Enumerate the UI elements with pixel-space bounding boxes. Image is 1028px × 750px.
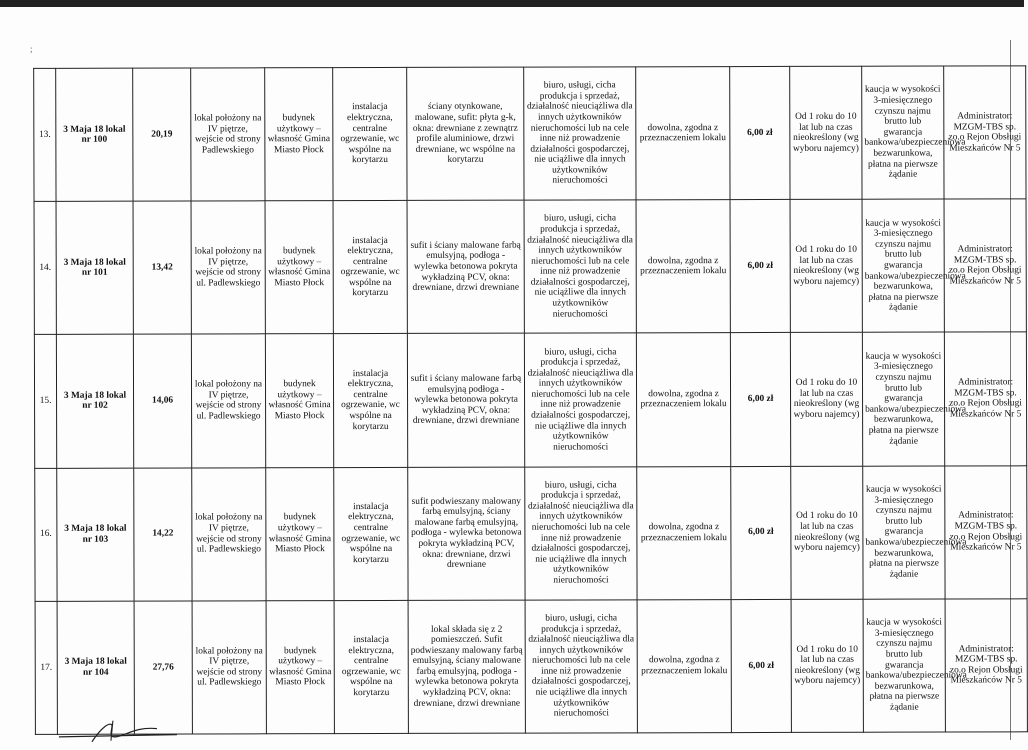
location-cell: lokal położony na IV piętrze, wejście od strony ul. Padlewskiego (191, 334, 265, 467)
term-cell: Od 1 roku do 10 lat lub na czas nieokreślony (wg wyboru najemcy) (790, 66, 862, 199)
administrator-cell: Administrator: MZGM-TBS sp. zo.o Rejon Obsługi Mieszkańców Nr 5 (944, 332, 1026, 465)
row-number: 17. (35, 601, 57, 734)
administrator-cell: Administrator: MZGM-TBS sp. zo.o Rejon Obsługi Mieszkańców Nr 5 (944, 66, 1026, 199)
agreement-cell: dowolna, zgodna z przeznaczeniem lokalu (636, 200, 730, 333)
utilities-cell: instalacja elektryczna, centralne ogrzewanie, wc wspólne na korytarzu (333, 67, 407, 200)
purpose-cell: biuro, usługi, cicha produkcja i sprzedaż, działalność nieuciążliwa dla innych użytkowników nieruchomości lub na cele inne niż prowadzenie działalności gospodarczej, nie uciążliwe dla innych użytkowników nieruchomości (525, 600, 637, 734)
purpose-cell: biuro, usługi, cicha produkcja i sprzedaż, działalność nieuciążliwa dla innych użytkowników nieruchomości lub na cele inne niż prowadzenie działalności gospodarczej, nie uciążliwe dla innych użytkowników nieruchomości (524, 333, 636, 466)
agreement-cell: dowolna, zgodna z przeznaczeniem lokalu (636, 67, 730, 200)
rate-cell: 6,00 zł (730, 66, 790, 199)
term-cell: Od 1 roku do 10 lat lub na czas nieokreślony (wg wyboru najemcy) (791, 466, 863, 599)
rate-cell: 6,00 zł (731, 599, 791, 732)
row-number: 13. (34, 68, 56, 201)
agreement-cell: dowolna, zgodna z przeznaczeniem lokalu (637, 466, 731, 599)
rate-cell: 6,00 zł (731, 466, 791, 599)
building-cell: budynek użytkowy – własność Gmina Miasto Płock (265, 68, 333, 201)
table-body (34, 66, 1028, 735)
rate-cell: 6,00 zł (730, 333, 790, 466)
location-cell: lokal położony na IV piętrze, wejście od strony ul. Padlewskiego (192, 601, 266, 734)
purpose-cell: biuro, usługi, cicha produkcja i sprzedaż, działalność nieuciążliwa dla innych użytkowników nieruchomości lub na cele inne niż prowadzenie działalności gospodarczej, nie uciążliwe dla innych użytkowników nieruchomości (524, 200, 636, 333)
utilities-cell: instalacja elektryczna, centralne ogrzewanie, wc wspólne na korytarzu (333, 334, 407, 467)
utilities-cell: instalacja elektryczna, centralne ogrzewanie, wc wspólne na korytarzu (334, 600, 408, 733)
building-cell: budynek użytkowy – własność Gmina Miasto Płock (266, 467, 334, 600)
building-cell: budynek użytkowy – własność Gmina Miasto Płock (266, 600, 334, 733)
area-cell: 27,76 (134, 601, 192, 734)
row-number: 16. (35, 468, 57, 601)
address-cell: 3 Maja 18 lokal nr 100 (56, 68, 133, 201)
address-cell: 3 Maja 18 lokal nr 104 (57, 601, 134, 734)
deposit-cell: kaucja w wysokości 3-miesięcznego czynszu najmu brutto lub gwarancja bankowa/ubezpieczeniowa bezwarunkowa, płatna na pierwsze żądanie (862, 199, 944, 332)
building-cell: budynek użytkowy – własność Gmina Miasto Płock (265, 201, 333, 334)
address-cell: 3 Maja 18 lokal nr 101 (56, 201, 133, 334)
utilities-cell: instalacja elektryczna, centralne ogrzewanie, wc wspólne na korytarzu (334, 467, 408, 600)
location-cell: lokal położony na IV piętrze, wejście od strony Padlewskiego (191, 68, 265, 201)
table-row (34, 199, 1026, 335)
table-row (35, 465, 1027, 601)
signature-mark (57, 714, 197, 744)
purpose-cell: biuro, usługi, cicha produkcja i sprzedaż, działalność nieuciążliwa dla innych użytkowników nieruchomości lub na cele inne niż prowadzenie działalności gospodarczej, nie uciążliwe dla innych użytkowników nieruchomości (525, 466, 637, 599)
table-row (34, 66, 1026, 202)
deposit-cell: kaucja w wysokości 3-miesięcznego czynszu najmu brutto lub gwarancja bankowa/ubezpieczeniowa bezwarunkowa, płatna na pierwsze żądanie (862, 332, 944, 465)
address-cell: 3 Maja 18 lokal nr 102 (56, 335, 133, 468)
row-number: 15. (34, 335, 56, 468)
location-cell: lokal położony na IV piętrze, wejście od strony ul. Padlewskiego (191, 201, 265, 334)
scan-speck: ; (30, 44, 33, 54)
row-number: 14. (34, 202, 56, 335)
condition-cell: sufit i ściany malowane farbą emulsyjną podłoga - wylewka betonowa pokryta wykładziną PCV, okna: drewniane, drzwi drewniane (407, 334, 524, 467)
location-cell: lokal położony na IV piętrze, wejście od strony ul. Padlewskiego (192, 467, 266, 600)
area-cell: 20,19 (133, 68, 191, 201)
condition-cell: sufit i ściany malowane farbą emulsyjną, podłoga - wylewka betonowa pokryta wykładziną PCV, okna: drewniane, drzwi drewniane (407, 200, 524, 333)
administrator-cell: Administrator: MZGM-TBS sp. zo.o Rejon Obsługi Mieszkańców Nr 5 (945, 465, 1027, 598)
agreement-cell: dowolna, zgodna z przeznaczeniem lokalu (637, 599, 731, 732)
area-cell: 14,06 (133, 334, 191, 467)
premises-table (33, 65, 1028, 735)
rate-cell: 6,00 zł (730, 200, 790, 333)
table-row (34, 332, 1026, 468)
administrator-cell: Administrator: MZGM-TBS sp. zo.o Rejon Obsługi Mieszkańców Nr 5 (945, 599, 1027, 732)
address-cell: 3 Maja 18 lokal nr 103 (57, 468, 134, 601)
utilities-cell: instalacja elektryczna, centralne ogrzewanie, wc wspólne na korytarzu (333, 201, 407, 334)
deposit-cell: kaucja w wysokości 3-miesięcznego czynszu najmu brutto lub gwarancja bankowa/ubezpieczeniowa bezwarunkowa, płatna na pierwsze żądanie (862, 66, 944, 199)
condition-cell: sufit podwieszany malowany farbą emulsyjną, ściany malowane farbą emulsyjną, podłoga - wylewka betonowa pokryta wykładziną PCV, okna: drewniane, drzwi drewniane (408, 467, 525, 600)
building-cell: budynek użytkowy – własność Gmina Miasto Płock (265, 334, 333, 467)
area-cell: 14,22 (134, 468, 192, 601)
term-cell: Od 1 roku do 10 lat lub na czas nieokreślony (wg wyboru najemcy) (790, 199, 862, 332)
administrator-cell: Administrator: MZGM-TBS sp. zo.o Rejon Obsługi Mieszkańców Nr 5 (944, 199, 1026, 332)
term-cell: Od 1 roku do 10 lat lub na czas nieokreślony (wg wyboru najemcy) (791, 599, 863, 732)
condition-cell: lokal składa się z 2 pomieszczeń. Sufit podwieszany malowany farbą emulsyjną, ściany malowane farbą emulsyjną, podłoga - wylewka betonowa pokryta wykładziną PCV, okna: drewniane, drzwi drewniane (408, 600, 525, 734)
condition-cell: ściany otynkowane, malowane, sufit: płyta g-k, okna: drewniane z zewnątrz profile aluminiowe, drzwi drewniane, wc wspólne na korytarzu (407, 67, 524, 200)
deposit-cell: kaucja w wysokości 3-miesięcznego czynszu najmu brutto lub gwarancja bankowa/ubezpieczeniowa bezwarunkowa, płatna na pierwsze żądanie (863, 466, 945, 599)
area-cell: 13,42 (133, 201, 191, 334)
term-cell: Od 1 roku do 10 lat lub na czas nieokreślony (wg wyboru najemcy) (790, 333, 862, 466)
purpose-cell: biuro, usługi, cicha produkcja i sprzedaż, działalność nieuciążliwa dla innych użytkowników nieruchomości lub na cele inne niż prowadzenie działalności gospodarczej, nie uciążliwe dla innych użytkowników nieruchomości (524, 67, 636, 200)
agreement-cell: dowolna, zgodna z przeznaczeniem lokalu (636, 333, 730, 466)
deposit-cell: kaucja w wysokości 3-miesięcznego czynszu najmu brutto lub gwarancja bankowa/ubezpieczeniowa bezwarunkowa, płatna na pierwsze żądanie (863, 599, 945, 732)
